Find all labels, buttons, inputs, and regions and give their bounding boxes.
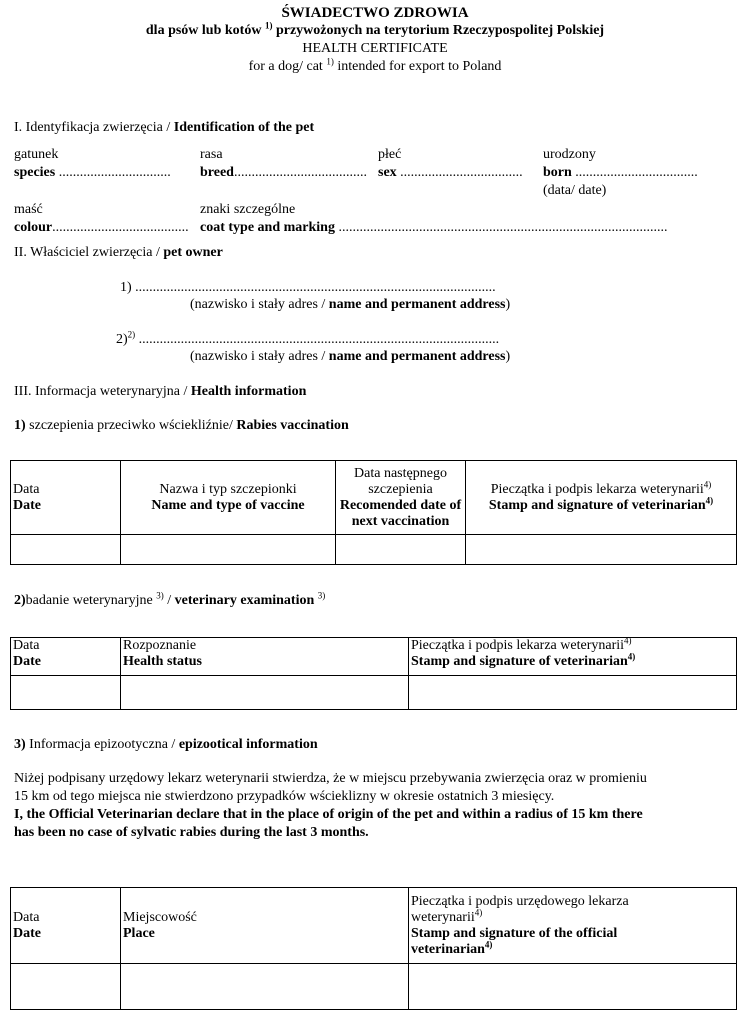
examination-table	[10, 637, 737, 710]
table-header-row	[11, 888, 737, 964]
health-header: Rozpoznanie Health status	[121, 638, 409, 676]
species-label-pl: gatunek	[14, 147, 59, 162]
owner-line-2[interactable]: 2)$^{2)}$ .......................................................................................................	[116, 329, 500, 347]
table-row	[11, 535, 737, 565]
place-cell[interactable]	[121, 964, 409, 1010]
sex-label-pl: płeć	[378, 147, 402, 162]
subtitle-pl: dla psów lub kotów $^{1)}$ przywożonych na terytorium Rzeczypospolitej Polskiej	[145, 20, 605, 38]
breed-label-pl: rasa	[200, 147, 223, 162]
place-header: Miejscowość Place	[121, 888, 409, 964]
table-header-row	[11, 638, 737, 676]
stamp-header: Pieczątka i podpis lekarza weterynarii$^{4)}$ Stamp and signature of veterinarian$^{4)}$	[409, 638, 737, 676]
born-field[interactable]: born ...................................	[543, 165, 698, 180]
vaccine-header: Nazwa i typ szczepionki Name and type of vaccine	[121, 461, 336, 535]
colour-label-pl: maść	[14, 202, 43, 217]
stamp-header: Pieczątka i podpis lekarza weterynarii$^{4)}$ Stamp and signature of veterinarian$^{4)}$	[466, 461, 737, 535]
owner-line-1[interactable]: 1) .......................................................................................................	[120, 280, 496, 295]
header	[0, 4, 750, 76]
vaccination-table	[10, 460, 737, 565]
breed-field[interactable]: breed......................................	[200, 165, 367, 180]
section-2-heading: II. Właściciel zwierzęcia / pet owner	[14, 245, 223, 260]
date-header: Data Date	[11, 461, 121, 535]
official-veterinarian-table	[10, 887, 737, 1010]
health-cell[interactable]	[121, 676, 409, 710]
section-3-heading: III. Informacja weterynaryjna / Health information	[14, 384, 307, 399]
stamp-cell[interactable]	[466, 535, 737, 565]
owner-caption-1: (nazwisko i stały adres / name and permanent address)	[190, 297, 511, 312]
date-cell[interactable]	[11, 535, 121, 565]
stamp-cell[interactable]	[409, 676, 737, 710]
exam-heading: 2)badanie weterynaryjne $^{3)}$ / veterinary examination $^{3)}$	[14, 590, 326, 608]
table-row	[11, 964, 737, 1010]
born-note: (data/ date)	[543, 183, 607, 198]
next-vaccination-header: Data następnego szczepienia Recomended date of next vaccination	[336, 461, 466, 535]
owner-caption-2: (nazwisko i stały adres / name and permanent address)	[190, 349, 511, 364]
title-en: HEALTH CERTIFICATE	[302, 41, 448, 56]
colour-field[interactable]: colour.......................................	[14, 220, 189, 235]
subtitle-en: for a dog/ cat $^{1)}$ intended for export to Poland	[248, 56, 502, 74]
sex-field[interactable]: sex ...................................	[378, 165, 523, 180]
coat-field[interactable]: coat type and marking ..............................................................................................	[200, 220, 668, 235]
date-cell[interactable]	[11, 676, 121, 710]
date-header: Data Date	[11, 638, 121, 676]
stamp-header: Pieczątka i podpis urzędowego lekarza weterynarii$^{4)}$ Stamp and signature of the official veterinarian$^{4)}$	[409, 888, 737, 964]
rabies-heading: 1) szczepienia przeciwko wściekliźnie/ Rabies vaccination	[14, 418, 349, 433]
title-pl: ŚWIADECTWO ZDROWIA	[281, 5, 469, 21]
stamp-cell[interactable]	[409, 964, 737, 1010]
epizootic-statement: Niżej podpisany urzędowy lekarz weterynarii stwierdza, że w miejscu przebywania zwierzęcia oraz w promieniu 15 km od tego miejsca nie stwierdzono przypadków wścieklizny w okresie ostatnich 3 miesięcy. I, the Official Veterinarian declare that in the place of origin of the pet and within a radius of 15 km there has been no case of sylvatic rabies during the last 3 months.	[14, 771, 647, 840]
vaccine-cell[interactable]	[121, 535, 336, 565]
coat-label-pl: znaki szczególne	[200, 202, 296, 217]
date-cell[interactable]	[11, 964, 121, 1010]
epizootic-heading: 3) Informacja epizootyczna / epizootical information	[14, 737, 318, 752]
date-header: Data Date	[11, 888, 121, 964]
table-header-row	[11, 461, 737, 535]
next-vaccination-cell[interactable]	[336, 535, 466, 565]
section-1-heading: I. Identyfikacja zwierzęcia / Identification of the pet	[14, 120, 315, 135]
species-field[interactable]: species ................................	[14, 165, 171, 180]
born-label-pl: urodzony	[543, 147, 596, 162]
table-row	[11, 676, 737, 710]
